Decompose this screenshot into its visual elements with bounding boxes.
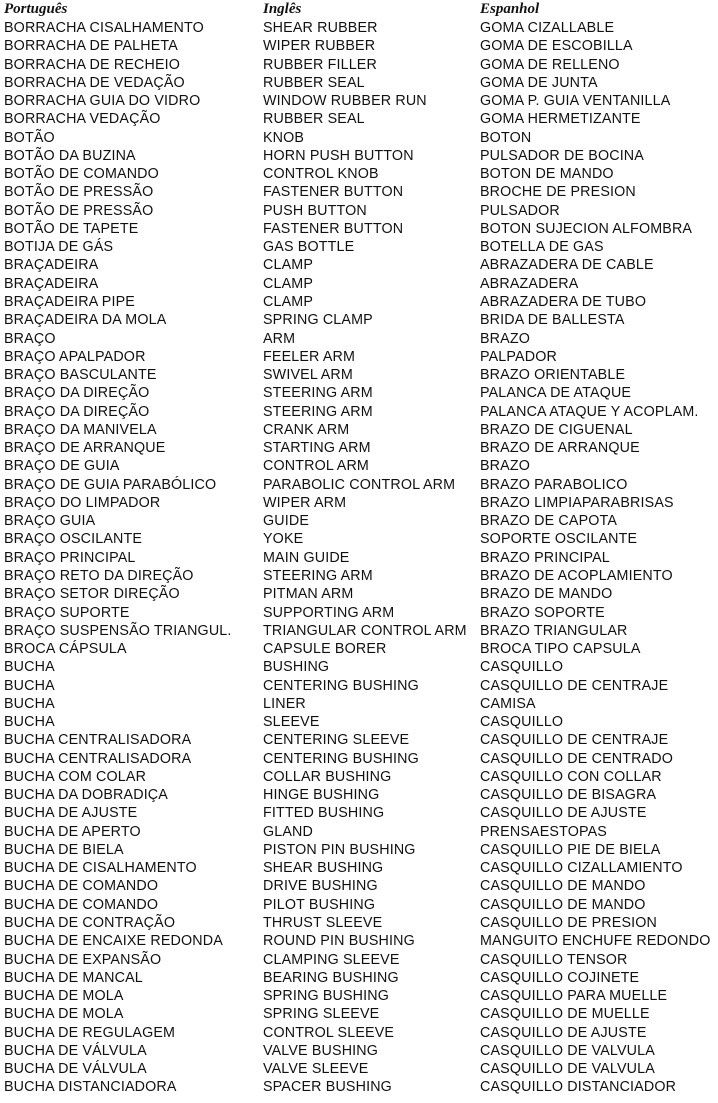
table-row <box>0 804 718 822</box>
spanish-term: PALPADOR <box>480 348 557 365</box>
table-row <box>0 476 718 494</box>
portuguese-term: BRAÇO SETOR DIREÇÃO <box>4 586 180 603</box>
table-row <box>0 1042 718 1060</box>
portuguese-term: BRAÇO DA DIREÇÃO <box>4 403 150 420</box>
english-term: THRUST SLEEVE <box>263 915 383 932</box>
english-term: STEERING ARM <box>263 403 373 420</box>
portuguese-term: BUCHA <box>4 695 55 712</box>
english-term: WIPER ARM <box>263 494 347 511</box>
table-row <box>0 110 718 128</box>
spanish-term: BOTON SUJECION ALFOMBRA <box>480 220 693 237</box>
table-row <box>0 841 718 859</box>
table-row <box>0 165 718 183</box>
english-term: SLEEVE <box>263 714 320 731</box>
english-term: STEERING ARM <box>263 385 373 402</box>
english-term: RUBBER SEAL <box>263 74 365 91</box>
english-term: PUSH BUTTON <box>263 202 367 219</box>
english-term: MAIN GUIDE <box>263 549 350 566</box>
spanish-term: BRAZO <box>480 330 531 347</box>
table-row <box>0 969 718 987</box>
english-term: HINGE BUSHING <box>263 787 380 804</box>
spanish-term: ABRAZADERA DE TUBO <box>480 293 647 310</box>
spanish-term: CASQUILLO <box>480 714 564 731</box>
english-term: ARM <box>263 330 296 347</box>
table-row <box>0 348 718 366</box>
table-row <box>0 403 718 421</box>
spanish-term: ABRAZADERA DE CABLE <box>480 257 654 274</box>
spanish-term: BRAZO DE CIGUENAL <box>480 421 633 438</box>
portuguese-term: BRAÇO OSCILANTE <box>4 531 143 548</box>
english-term: CLAMP <box>263 257 314 274</box>
spanish-term: CAMISA <box>480 695 536 712</box>
portuguese-term: BUCHA <box>4 677 55 694</box>
table-row <box>0 293 718 311</box>
portuguese-term: BRAÇO GUIA <box>4 513 96 530</box>
table-row <box>0 202 718 220</box>
portuguese-term: BRAÇADEIRA DA MOLA <box>4 312 167 329</box>
spanish-term: GOMA DE ESCOBILLA <box>480 38 633 55</box>
portuguese-term: BUCHA DE CONTRAÇÃO <box>4 915 176 932</box>
portuguese-term: BOTIJA DE GÁS <box>4 239 114 256</box>
portuguese-term: BRAÇADEIRA <box>4 257 99 274</box>
portuguese-term: BOTÃO <box>4 129 55 146</box>
table-row <box>0 530 718 548</box>
portuguese-term: BOTÃO DE PRESSÃO <box>4 184 154 201</box>
spanish-term: BRAZO SOPORTE <box>480 604 605 621</box>
spanish-term: CASQUILLO COJINETE <box>480 969 640 986</box>
english-term: SUPPORTING ARM <box>263 604 395 621</box>
english-term: BUSHING <box>263 659 330 676</box>
portuguese-term: BUCHA DE MOLA <box>4 988 124 1005</box>
english-term: VALVE SLEEVE <box>263 1061 369 1078</box>
portuguese-term: BRAÇO SUSPENSÃO TRIANGUL. <box>4 622 232 639</box>
portuguese-term: BOTÃO DE COMANDO <box>4 166 159 183</box>
portuguese-term: BUCHA DE COMANDO <box>4 896 159 913</box>
spanish-term: BOTON <box>480 129 532 146</box>
table-row <box>0 494 718 512</box>
english-term: DRIVE BUSHING <box>263 878 378 895</box>
spanish-term: BRIDA DE BALLESTA <box>480 312 625 329</box>
spanish-term: PALANCA ATAQUE Y ACOPLAM. <box>480 403 699 420</box>
table-row <box>0 877 718 895</box>
spanish-term: PULSADOR <box>480 202 560 219</box>
english-term: SWIVEL ARM <box>263 367 353 384</box>
spanish-term: BRAZO <box>480 458 531 475</box>
table-row <box>0 932 718 950</box>
portuguese-term: BORRACHA DE RECHEIO <box>4 56 181 73</box>
spanish-term: CASQUILLO PIE DE BIELA <box>480 841 661 858</box>
table-row <box>0 220 718 238</box>
table-row <box>0 147 718 165</box>
table-row <box>0 19 718 37</box>
table-row <box>0 1060 718 1078</box>
table-row <box>0 74 718 92</box>
table-row <box>0 695 718 713</box>
spanish-term: CASQUILLO DE CENTRADO <box>480 750 674 767</box>
table-row <box>0 768 718 786</box>
spanish-term: CASQUILLO DE BISAGRA <box>480 787 657 804</box>
portuguese-term: BORRACHA DE PALHETA <box>4 38 178 55</box>
table-row <box>0 330 718 348</box>
portuguese-term: BUCHA DISTANCIADORA <box>4 1079 177 1096</box>
english-term: SPRING CLAMP <box>263 312 373 329</box>
table-row <box>0 275 718 293</box>
column-header-row <box>0 0 718 18</box>
spanish-term: CASQUILLO DE CENTRAJE <box>480 732 669 749</box>
portuguese-term: BROCA CÁPSULA <box>4 641 127 658</box>
portuguese-term: BUCHA <box>4 714 55 731</box>
spanish-term: CASQUILLO DE VALVULA <box>480 1061 655 1078</box>
spanish-term: BOTELLA DE GAS <box>480 239 604 256</box>
spanish-term: GOMA CIZALLABLE <box>480 20 615 36</box>
english-term: CENTERING BUSHING <box>263 750 419 767</box>
table-row <box>0 384 718 402</box>
table-row <box>0 585 718 603</box>
table-row <box>0 129 718 147</box>
english-term: CLAMPING SLEEVE <box>263 951 400 968</box>
portuguese-term: BRAÇO BASCULANTE <box>4 367 157 384</box>
table-row <box>0 439 718 457</box>
table-row <box>0 914 718 932</box>
spanish-term: BRAZO DE MANDO <box>480 586 613 603</box>
portuguese-term: BUCHA DE MOLA <box>4 1006 124 1023</box>
english-term: CONTROL SLEEVE <box>263 1024 395 1041</box>
spanish-term: CASQUILLO DE CENTRAJE <box>480 677 669 694</box>
glossary-table <box>0 19 718 1097</box>
spanish-term: ABRAZADERA <box>480 275 579 292</box>
portuguese-term: BORRACHA CISALHAMENTO <box>4 20 204 36</box>
portuguese-term: BUCHA CENTRALISADORA <box>4 750 192 767</box>
spanish-term: CASQUILLO TENSOR <box>480 951 628 968</box>
column-header-english: Inglês <box>263 1 302 17</box>
english-term: FITTED BUSHING <box>263 805 385 822</box>
spanish-term: CASQUILLO PARA MUELLE <box>480 988 668 1005</box>
table-row <box>0 421 718 439</box>
portuguese-term: BRAÇO RETO DA DIREÇÃO <box>4 567 194 584</box>
english-term: KNOB <box>263 129 305 146</box>
portuguese-term: BORRACHA VEDAÇÃO <box>4 111 161 128</box>
portuguese-term: BRAÇO DA DIREÇÃO <box>4 385 150 402</box>
table-row <box>0 183 718 201</box>
english-term: BEARING BUSHING <box>263 969 399 986</box>
english-term: STARTING ARM <box>263 440 371 457</box>
english-term: CAPSULE BORER <box>263 641 387 658</box>
english-term: FASTENER BUTTON <box>263 184 404 201</box>
table-row <box>0 896 718 914</box>
spanish-term: BRAZO PRINCIPAL <box>480 549 610 566</box>
portuguese-term: BRAÇO DE ARRANQUE <box>4 440 166 457</box>
portuguese-term: BUCHA DE COMANDO <box>4 878 159 895</box>
portuguese-term: BUCHA DE BIELA <box>4 841 124 858</box>
english-term: FEELER ARM <box>263 348 356 365</box>
spanish-term: SOPORTE OSCILANTE <box>480 531 638 548</box>
english-term: SHEAR BUSHING <box>263 860 384 877</box>
portuguese-term: BRAÇO DO LIMPADOR <box>4 494 161 511</box>
spanish-term: CASQUILLO DE MANDO <box>480 896 646 913</box>
portuguese-term: BUCHA DE REGULAGEM <box>4 1024 176 1041</box>
table-row <box>0 238 718 256</box>
portuguese-term: BUCHA COM COLAR <box>4 768 147 785</box>
spanish-term: CASQUILLO DE AJUSTE <box>480 1024 647 1041</box>
table-row <box>0 92 718 110</box>
portuguese-term: BUCHA DE MANCAL <box>4 969 143 986</box>
spanish-term: GOMA DE JUNTA <box>480 74 598 91</box>
english-term: WIPER RUBBER <box>263 38 376 55</box>
spanish-term: BRAZO DE CAPOTA <box>480 513 618 530</box>
english-term: YOKE <box>263 531 304 548</box>
spanish-term: BROCHE DE PRESION <box>480 184 636 201</box>
english-term: ROUND PIN BUSHING <box>263 933 415 950</box>
portuguese-term: BUCHA DE APERTO <box>4 823 141 840</box>
english-term: PILOT BUSHING <box>263 896 376 913</box>
english-term: PISTON PIN BUSHING <box>263 841 416 858</box>
english-term: FASTENER BUTTON <box>263 220 404 237</box>
english-term: STEERING ARM <box>263 567 373 584</box>
table-row <box>0 549 718 567</box>
spanish-term: CASQUILLO DE MANDO <box>480 878 646 895</box>
portuguese-term: BUCHA DE VÁLVULA <box>4 1061 147 1078</box>
portuguese-term: BRAÇO SUPORTE <box>4 604 130 621</box>
table-row <box>0 311 718 329</box>
english-term: RUBBER SEAL <box>263 111 365 128</box>
spanish-term: BOTON DE MANDO <box>480 166 614 183</box>
table-row <box>0 256 718 274</box>
portuguese-term: BUCHA <box>4 659 55 676</box>
english-term: CRANK ARM <box>263 421 350 438</box>
portuguese-term: BRAÇO DA MANIVELA <box>4 421 157 438</box>
portuguese-term: BORRACHA GUIA DO VIDRO <box>4 93 201 110</box>
portuguese-term: BUCHA CENTRALISADORA <box>4 732 192 749</box>
table-row <box>0 604 718 622</box>
table-row <box>0 1024 718 1042</box>
table-row <box>0 1078 718 1096</box>
table-row <box>0 1005 718 1023</box>
portuguese-term: BRAÇADEIRA PIPE <box>4 293 135 310</box>
spanish-term: CASQUILLO DE PRESION <box>480 915 657 932</box>
spanish-term: BRAZO LIMPIAPARABRISAS <box>480 494 674 511</box>
spanish-term: BROCA TIPO CAPSULA <box>480 641 641 658</box>
table-row <box>0 786 718 804</box>
english-term: GUIDE <box>263 513 310 530</box>
english-term: PITMAN ARM <box>263 586 354 603</box>
table-row <box>0 640 718 658</box>
english-term: GLAND <box>263 823 314 840</box>
english-term: SPRING BUSHING <box>263 988 390 1005</box>
table-row <box>0 750 718 768</box>
english-term: CONTROL KNOB <box>263 166 379 183</box>
spanish-term: BRAZO TRIANGULAR <box>480 622 628 639</box>
english-term: LINER <box>263 695 306 712</box>
spanish-term: CASQUILLO DISTANCIADOR <box>480 1079 677 1096</box>
portuguese-term: BUCHA DE ENCAIXE REDONDA <box>4 933 223 950</box>
spanish-term: CASQUILLO CIZALLAMIENTO <box>480 860 683 877</box>
table-row <box>0 859 718 877</box>
spanish-term: BRAZO DE ACOPLAMIENTO <box>480 567 673 584</box>
spanish-term: PULSADOR DE BOCINA <box>480 147 644 164</box>
spanish-term: GOMA DE RELLENO <box>480 56 620 73</box>
spanish-term: MANGUITO ENCHUFE REDONDO <box>480 933 711 950</box>
table-row <box>0 457 718 475</box>
portuguese-term: BOTÃO DE PRESSÃO <box>4 202 154 219</box>
portuguese-term: BRAÇADEIRA <box>4 275 99 292</box>
portuguese-term: BRAÇO DE GUIA PARABÓLICO <box>4 476 217 493</box>
spanish-term: CASQUILLO <box>480 659 564 676</box>
english-term: SPACER BUSHING <box>263 1079 392 1096</box>
portuguese-term: BUCHA DE EXPANSÃO <box>4 951 162 968</box>
english-term: TRIANGULAR CONTROL ARM <box>263 622 467 639</box>
english-term: CLAMP <box>263 275 314 292</box>
table-row <box>0 951 718 969</box>
spanish-term: GOMA P. GUIA VENTANILLA <box>480 93 671 110</box>
portuguese-term: BRAÇO DE GUIA <box>4 458 120 475</box>
column-header-portuguese: Português <box>4 1 68 17</box>
spanish-term: BRAZO ORIENTABLE <box>480 367 626 384</box>
column-header-spanish: Espanhol <box>480 1 540 17</box>
english-term: CENTERING SLEEVE <box>263 732 410 749</box>
portuguese-term: BOTÃO DA BUZINA <box>4 147 136 164</box>
table-row <box>0 366 718 384</box>
portuguese-term: BRAÇO APALPADOR <box>4 348 146 365</box>
table-row <box>0 677 718 695</box>
english-term: VALVE BUSHING <box>263 1042 379 1059</box>
portuguese-term: BUCHA DA DOBRADIÇA <box>4 787 168 804</box>
english-term: CLAMP <box>263 293 314 310</box>
english-term: SPRING SLEEVE <box>263 1006 380 1023</box>
portuguese-term: BOTÃO DE TAPETE <box>4 220 139 237</box>
table-row <box>0 37 718 55</box>
portuguese-term: BORRACHA DE VEDAÇÃO <box>4 74 185 91</box>
english-term: HORN PUSH BUTTON <box>263 147 414 164</box>
english-term: CONTROL ARM <box>263 458 369 475</box>
table-row <box>0 731 718 749</box>
spanish-term: PALANCA DE ATAQUE <box>480 385 632 402</box>
portuguese-term: BUCHA DE AJUSTE <box>4 805 138 822</box>
spanish-term: PRENSAESTOPAS <box>480 823 607 840</box>
english-term: RUBBER FILLER <box>263 56 377 73</box>
spanish-term: CASQUILLO DE MUELLE <box>480 1006 650 1023</box>
portuguese-term: BUCHA DE VÁLVULA <box>4 1042 147 1059</box>
table-row <box>0 987 718 1005</box>
portuguese-term: BRAÇO <box>4 330 56 347</box>
spanish-term: BRAZO PARABOLICO <box>480 476 628 493</box>
english-term: COLLAR BUSHING <box>263 768 392 785</box>
table-row <box>0 56 718 74</box>
english-term: GAS BOTTLE <box>263 239 355 256</box>
spanish-term: GOMA HERMETIZANTE <box>480 111 641 128</box>
spanish-term: CASQUILLO DE AJUSTE <box>480 805 647 822</box>
portuguese-term: BUCHA DE CISALHAMENTO <box>4 860 197 877</box>
table-row <box>0 658 718 676</box>
portuguese-term: BRAÇO PRINCIPAL <box>4 549 136 566</box>
table-row <box>0 713 718 731</box>
english-term: SHEAR RUBBER <box>263 20 378 36</box>
spanish-term: CASQUILLO DE VALVULA <box>480 1042 655 1059</box>
english-term: PARABOLIC CONTROL ARM <box>263 476 456 493</box>
table-row <box>0 823 718 841</box>
table-row <box>0 512 718 530</box>
spanish-term: BRAZO DE ARRANQUE <box>480 440 640 457</box>
english-term: WINDOW RUBBER RUN <box>263 93 427 110</box>
table-row <box>0 622 718 640</box>
table-row <box>0 567 718 585</box>
english-term: CENTERING BUSHING <box>263 677 419 694</box>
spanish-term: CASQUILLO CON COLLAR <box>480 768 662 785</box>
